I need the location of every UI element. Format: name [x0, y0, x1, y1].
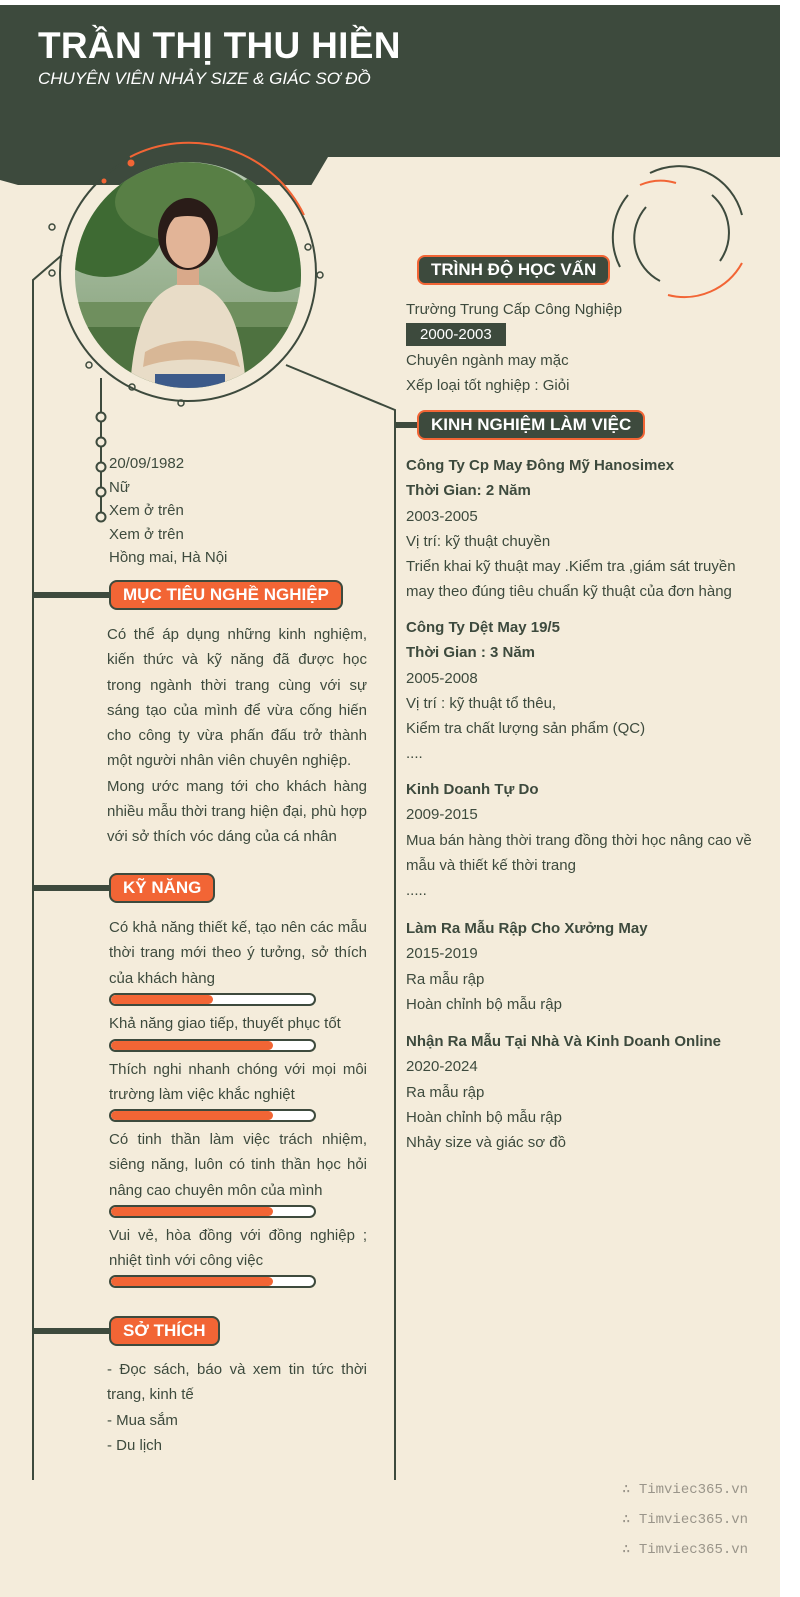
job-line: Ra mẫu rập	[406, 970, 485, 988]
job-company: Công Ty Cp May Đông Mỹ Hanosimex	[406, 457, 675, 474]
job-duration: Thời Gian : 3 Năm	[406, 644, 536, 662]
job-entry-3	[406, 777, 764, 903]
skill-bar-3	[109, 1109, 316, 1122]
skill-fill-5	[111, 1277, 273, 1286]
cv-page	[0, 5, 780, 1597]
education-grade: Xếp loại tốt nghiệp : Giỏi	[406, 376, 570, 394]
job-line: Kiểm tra chất lượng sản phẩm (QC)	[406, 720, 646, 738]
skill-bar-2	[109, 1039, 316, 1052]
education-years: 2000-2003	[406, 323, 506, 346]
personal-info-list	[109, 452, 227, 570]
job-entry-5	[406, 1029, 764, 1155]
job-company: Làm Ra Mẫu Rập Cho Xưởng May	[406, 920, 648, 937]
job-line: Ra mẫu rập	[406, 1083, 485, 1101]
skill-bar-4	[109, 1205, 316, 1218]
objective-title: MỤC TIÊU NGHỀ NGHIỆP	[109, 580, 343, 610]
candidate-name: TRẦN THỊ THU HIỀN	[38, 25, 401, 66]
skill-label-5: Vui vẻ, hòa đồng với đồng nghiệp ; nhiệt tình với công việc	[109, 1227, 367, 1270]
job-line: ....	[406, 745, 423, 763]
job-line: Hoàn chỉnh bộ mẫu rập	[406, 995, 562, 1013]
skill-label-2: Khả năng giao tiếp, thuyết phục tốt	[109, 1015, 341, 1032]
objective-paragraph-1: Có thể áp dụng những kinh nghiệm, kiến thức và kỹ năng đã được học trong ngành thời trang cùng với sự sáng tạo của mình để vừa cống hiến cho công ty vừa phấn đấu trở thành một người nhân viên chuyên nghiệp.	[107, 626, 367, 770]
skill-label-4: Có tinh thần làm việc trách nhiệm, siêng năng, luôn có tinh thần học hỏi nâng cao chuyên môn của mình	[109, 1131, 367, 1199]
school-name: Trường Trung Cấp Công Nghiệp	[406, 301, 623, 318]
address: Hồng mai, Hà Nội	[109, 549, 228, 566]
hobby-item: - Mua sắm	[107, 1411, 178, 1429]
job-years: 2003-2005	[406, 507, 478, 525]
job-entry-4	[406, 916, 764, 1017]
education-major: Chuyên ngành may mặc	[406, 351, 569, 369]
hobby-item: - Du lịch	[107, 1436, 163, 1454]
job-line: Mua bán hàng thời trang đồng thời học nâng cao về mẫu và thiết kế thời trang	[406, 831, 752, 874]
job-company: Nhận Ra Mẫu Tại Nhà Và Kinh Doanh Online	[406, 1033, 722, 1050]
job-line: Triển khai kỹ thuật may .Kiểm tra ,giám sát truyền may theo đúng tiêu chuẩn kỹ thuật của đơn hàng	[406, 558, 736, 601]
skill-label-1: Có khả năng thiết kế, tạo nên các mẫu thời trang mới theo ý tưởng, sở thích của khách hàng	[109, 919, 367, 987]
profile-photo	[75, 162, 301, 388]
skill-fill-2	[111, 1041, 273, 1050]
hobbies-list	[107, 1357, 367, 1458]
skill-fill-3	[111, 1111, 273, 1120]
job-title: CHUYÊN VIÊN NHẢY SIZE & GIÁC SƠ ĐỒ	[38, 69, 371, 88]
job-years: 2009-2015	[406, 806, 478, 824]
email: Xem ở trên	[109, 525, 184, 543]
job-company: Kinh Doanh Tự Do	[406, 781, 539, 798]
skill-fill-1	[111, 995, 213, 1004]
job-entry-1	[406, 453, 764, 605]
job-entry-2	[406, 615, 764, 767]
job-line: Vị trí : kỹ thuật tổ thêu,	[406, 694, 557, 712]
skill-label-3: Thích nghi nhanh chóng với mọi môi trường làm việc khắc nghiệt	[109, 1061, 367, 1104]
watermark: ∴ Timviec365.vn	[622, 1542, 749, 1558]
hobbies-title: SỞ THÍCH	[109, 1316, 220, 1346]
skill-bar-1	[109, 993, 316, 1006]
job-years: 2020-2024	[406, 1058, 478, 1076]
watermark: ∴ Timviec365.vn	[622, 1512, 749, 1528]
job-line: Vị trí: kỹ thuật chuyền	[406, 532, 551, 550]
job-duration: Thời Gian: 2 Năm	[406, 482, 531, 500]
objective-paragraph-2: Mong ước mang tới cho khách hàng nhiều mẫu thời trang hiện đại, phù hợp với sở thích vóc dáng của cá nhân	[107, 777, 367, 846]
education-block	[406, 297, 764, 398]
job-line: .....	[406, 882, 427, 900]
job-company: Công Ty Dệt May 19/5	[406, 619, 560, 636]
phone: Xem ở trên	[109, 502, 184, 519]
job-line: Nhảy size và giác sơ đồ	[406, 1134, 566, 1152]
job-years: 2005-2008	[406, 669, 478, 687]
hobby-item: - Đọc sách, báo và xem tin tức thời trang, kinh tế	[107, 1361, 367, 1404]
birth-date: 20/09/1982	[109, 455, 185, 472]
experience-title: KINH NGHIỆM LÀM VIỆC	[417, 410, 645, 440]
gender: Nữ	[109, 478, 130, 496]
skill-fill-4	[111, 1207, 273, 1216]
education-title: TRÌNH ĐỘ HỌC VẤN	[417, 255, 610, 285]
job-years: 2015-2019	[406, 945, 478, 963]
job-line: Hoàn chỉnh bộ mẫu rập	[406, 1108, 562, 1126]
watermark: ∴ Timviec365.vn	[622, 1482, 749, 1498]
objective-text	[107, 622, 367, 850]
skill-bar-5	[109, 1275, 316, 1288]
skills-title: KỸ NĂNG	[109, 873, 215, 903]
